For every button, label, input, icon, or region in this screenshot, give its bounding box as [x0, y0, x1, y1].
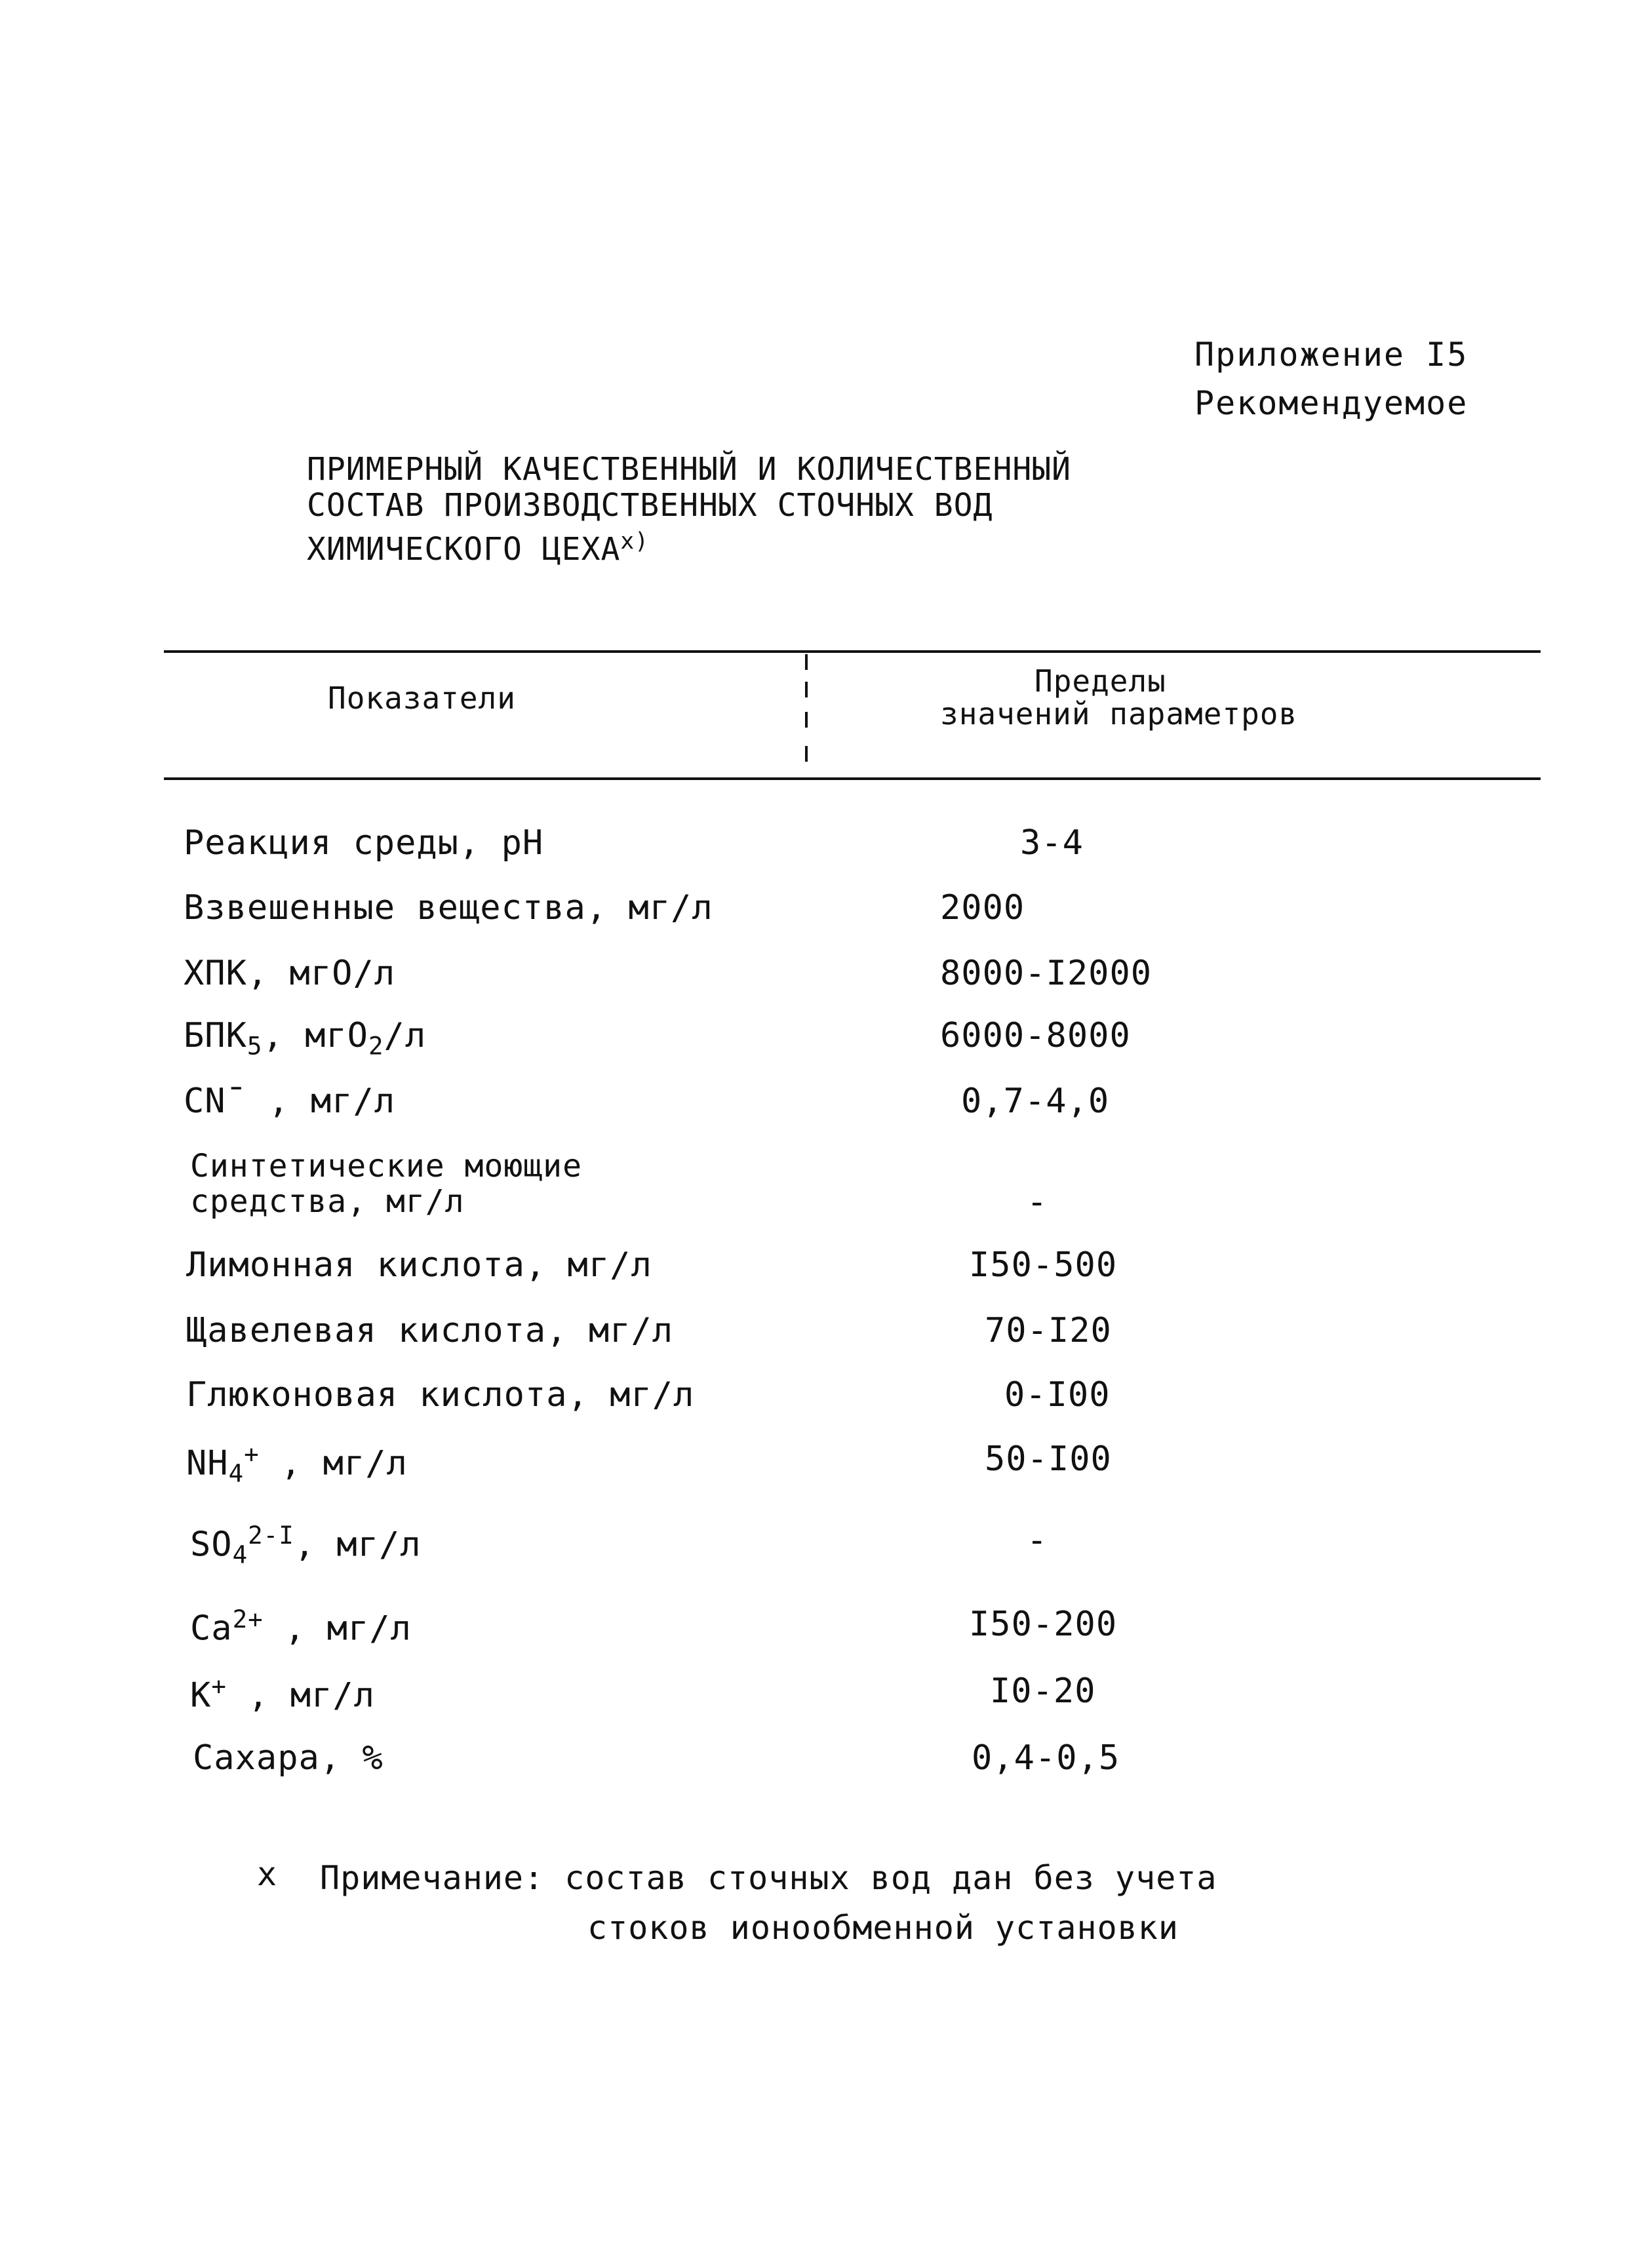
table-row-value: 3-4 [1020, 823, 1084, 863]
note-line-2: стоков ионообменной установки [587, 1909, 1179, 1947]
table-row-value: 0,4-0,5 [972, 1738, 1120, 1778]
table-row-value: 6000-8000 [940, 1016, 1131, 1055]
table-row-value: I0-20 [990, 1672, 1096, 1711]
table-row-value: 0,7-4,0 [961, 1082, 1110, 1121]
table-row-label: $NH_4^+$ , мг/л [186, 1439, 408, 1488]
table-row-value: - [1027, 1521, 1048, 1560]
table-row-value: 2000 [940, 888, 1025, 928]
table-row-label: Синтетические моющие средства, мг/л [190, 1148, 582, 1220]
title-footnote-mark: х) [620, 528, 649, 555]
appendix-label: Приложение I5 [1194, 336, 1468, 374]
table-row-label: K+ , мг/л [190, 1672, 375, 1715]
table-row-value: 0-I00 [1004, 1375, 1111, 1415]
table-row-value: I50-200 [969, 1605, 1118, 1644]
table-row-value: 50-I00 [985, 1439, 1112, 1479]
table-row-value: 8000-I2000 [940, 954, 1152, 993]
column-divider-tick [805, 746, 808, 762]
table-row-label: ХПК, мгО/л [184, 954, 396, 993]
document-title-line-3: ХИМИЧЕСКОГО $ЦЕХА^{х)}$ [307, 528, 649, 568]
table-row-value: 70-I20 [985, 1311, 1112, 1350]
note-footnote-mark: х [257, 1855, 278, 1893]
document-title-line-1: ПРИМЕРНЫЙ КАЧЕСТВЕННЫЙ И КОЛИЧЕСТВЕННЫЙ [307, 451, 1072, 488]
table-row-label: CN¯ , мг/л [184, 1082, 396, 1121]
table-row-label: Глюконовая кислота, мг/л [186, 1375, 695, 1415]
column-divider-tick [805, 654, 808, 670]
appendix-status: Рекомендуемое [1194, 384, 1468, 422]
table-row-label: Взвешенные вещества, мг/л [184, 888, 713, 928]
table-row-label: $БПК_5$, мгО$_2$/л [184, 1016, 427, 1061]
table-row-label: $SO_4^{2-I}$, мг/л [190, 1521, 422, 1569]
table-row-label: Лимонная кислота, мг/л [186, 1245, 652, 1285]
column-divider-tick [805, 712, 808, 728]
note-line-1: Примечание: состав сточных вод дан без учета [320, 1859, 1217, 1897]
table-row-label: Щавелевая кислота, мг/л [186, 1311, 674, 1350]
document-title-line-2: СОСТАВ ПРОИЗВОДСТВЕННЫХ СТОЧНЫХ ВОД [307, 487, 993, 524]
table-top-rule [164, 650, 1541, 653]
table-row-label: Реакция среды, pH [184, 823, 544, 863]
table-row-label: $Ca^{2+}$ , мг/л [190, 1605, 412, 1649]
column-header-limits-line-2: значений параметров [940, 696, 1298, 732]
column-divider-tick [805, 682, 808, 697]
column-header-limits-line-1: Пределы [1034, 663, 1166, 699]
table-row-label: Сахара, % [193, 1738, 384, 1778]
table-header-rule [164, 777, 1541, 780]
table-row-value: - [1027, 1183, 1048, 1222]
table-row-value: I50-500 [969, 1245, 1118, 1285]
column-header-indicators: Показатели [328, 680, 516, 716]
